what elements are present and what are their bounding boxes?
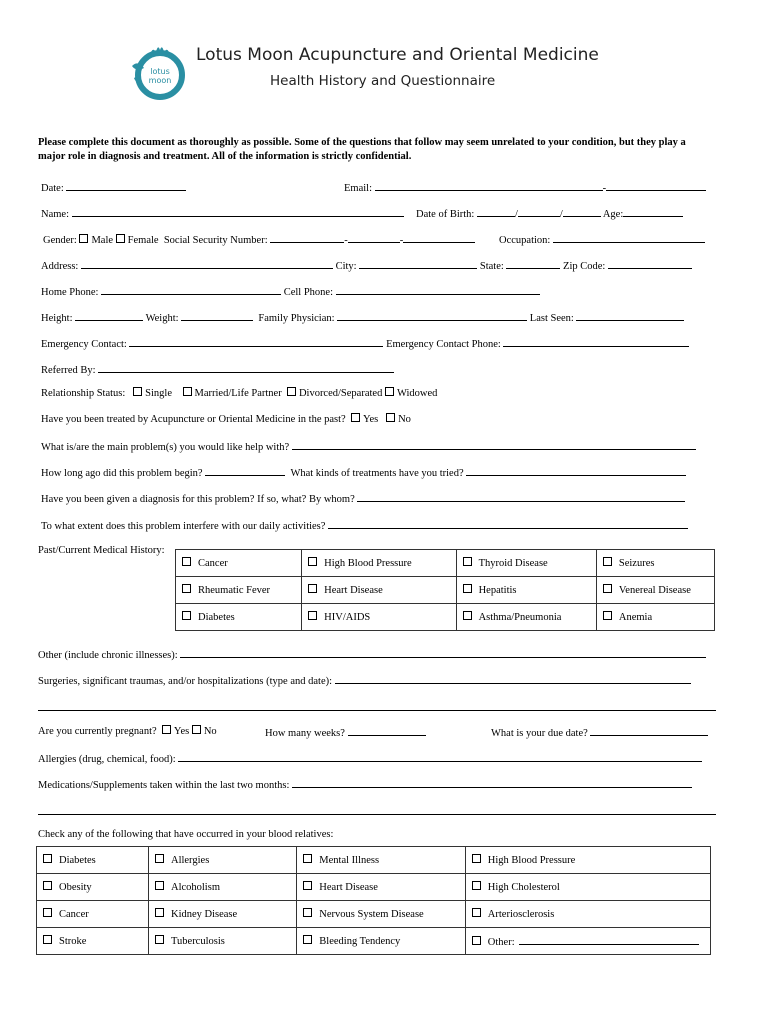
med-seizures-checkbox[interactable] [603,557,612,566]
how-many-weeks-field[interactable] [348,725,426,736]
emergency-phone-field[interactable] [503,336,689,347]
referred-by-field[interactable] [98,362,394,373]
diagnosis-label: Have you been given a diagnosis for this problem? If so, what? By whom? [41,494,355,505]
state-field[interactable] [506,258,560,269]
name-label: Name: [41,209,69,220]
past-history-label: Past/Current Medical History: [38,545,165,556]
how-many-weeks-label: How many weeks? [265,728,345,739]
allergies-row [38,751,702,766]
date-field[interactable] [66,180,186,191]
name-row [41,206,404,221]
med-diabetes-label: Diabetes [198,612,235,623]
cell-phone-field[interactable] [336,284,540,295]
surgeries-label: Surgeries, significant traumas, and/or hospitalizations (type and date): [38,676,333,687]
rel-cancer-label: Cancer [59,909,89,920]
rel-allergies-checkbox[interactable] [155,854,164,863]
rel-allergies-label: Allergies [170,855,210,866]
med-venereal-disease-checkbox[interactable] [603,584,612,593]
rel-arteriosclerosis-label: Arteriosclerosis [487,909,555,920]
email-field[interactable] [375,180,603,191]
widowed-label: Widowed [396,388,438,399]
emergency-contact-field[interactable] [129,336,383,347]
last-seen-label: Last Seen: [529,313,574,324]
email-domain-field[interactable] [606,180,706,191]
gender-label: Gender: [43,235,77,246]
home-phone-label: Home Phone: [41,287,99,298]
rel-bleeding-tendency-label: Bleeding Tendency [319,936,401,947]
male-label: Male [91,235,114,246]
rel-cell-high-blood-pressure [465,847,710,874]
last-seen-field[interactable] [576,310,684,321]
med-cancer-checkbox[interactable] [182,557,191,566]
med-cell-hiv-aids [302,604,456,631]
med-cell-seizures [596,550,714,577]
med-rheumatic-fever-label: Rheumatic Fever [198,585,271,596]
other-chronic-field[interactable] [180,647,706,658]
emergency-row [41,336,689,351]
clinic-title: Lotus Moon Acupuncture and Oriental Medicine [196,45,599,65]
dob-month-field[interactable] [477,206,515,217]
rel-cell-other [465,928,710,955]
med-cell-rheumatic-fever [176,577,302,604]
medications-extra-line[interactable] [38,814,716,815]
occupation-field[interactable] [553,232,705,243]
rel-bleeding-tendency-checkbox[interactable] [303,935,312,944]
pregnant-yes-checkbox[interactable] [162,725,171,734]
dob-year-field[interactable] [563,206,601,217]
weeks-row [265,725,426,740]
rel-cell-tuberculosis [148,928,296,955]
address-label: Address: [41,261,79,272]
divorced-label: Divorced/Separated [298,388,383,399]
zip-label: Zip Code: [563,261,606,272]
med-cell-high-blood-pressure [302,550,456,577]
ssn-field-1[interactable] [270,232,344,243]
married-checkbox[interactable] [183,387,192,396]
med-cell-asthma-pneumonia [456,604,596,631]
rel-other-field[interactable] [519,934,699,945]
relationship-row [41,387,437,400]
ssn-label: Social Security Number: [163,235,268,246]
med-high-blood-pressure-label: High Blood Pressure [324,558,412,569]
med-hiv-aids-label: HIV/AIDS [324,612,371,623]
phone-row [41,284,540,299]
age-label: Age: [602,209,624,220]
rel-obesity-label: Obesity [59,882,92,893]
emergency-contact-label: Emergency Contact: [41,339,127,350]
cell-phone-label: Cell Phone: [283,287,333,298]
pregnant-no-label: No [203,726,217,737]
med-cell-heart-disease [302,577,456,604]
date-label: Date: [41,183,64,194]
age-field[interactable] [623,206,683,217]
med-row [176,550,715,577]
rel-diabetes-label: Diabetes [59,855,96,866]
rel-cell-allergies [148,847,296,874]
rel-cell-obesity [37,874,149,901]
rel-cell-kidney-disease [148,901,296,928]
rel-tuberculosis-checkbox[interactable] [155,935,164,944]
referred-row [41,362,394,377]
physical-row [41,310,684,325]
medications-field[interactable] [292,777,692,788]
allergies-label: Allergies (drug, chemical, food): [38,754,176,765]
med-row [176,577,715,604]
rel-cell-alcoholism [148,874,296,901]
medical-history-table [175,549,715,631]
dob-slash-2: / [559,209,563,220]
other-chronic-label: Other (include chronic illnesses): [38,650,178,661]
med-hiv-aids-checkbox[interactable] [308,611,317,620]
treatments-tried-label: What kinds of treatments have you tried? [290,468,464,479]
med-asthma-pneumonia-checkbox[interactable] [463,611,472,620]
rel-cell-high-cholesterol [465,874,710,901]
city-label: City: [335,261,357,272]
treatments-tried-field[interactable] [466,465,686,476]
med-diabetes-checkbox[interactable] [182,611,191,620]
rel-cancer-checkbox[interactable] [43,908,52,917]
interfere-label: To what extent does this problem interfere with our daily activities? [41,521,326,532]
med-hepatitis-label: Hepatitis [478,585,517,596]
treated-before-label: Have you been treated by Acupuncture or Oriental Medicine in the past? [41,414,346,425]
email-dash: - [602,183,607,194]
ssn-dash-2: - [399,235,404,246]
treated-row [41,413,411,426]
due-date-label: What is your due date? [491,728,588,739]
logo-text-moon: moon [148,76,172,85]
lotus-logo-icon [128,42,192,100]
ssn-field-2[interactable] [348,232,400,243]
rel-cell-cancer [37,901,149,928]
diagnosis-row [41,491,685,506]
medications-row [38,777,692,792]
date-row [41,180,186,195]
address-row [41,258,692,273]
how-long-field[interactable] [205,465,285,476]
rel-kidney-disease-label: Kidney Disease [170,909,238,920]
ssn-dash-1: - [344,235,348,246]
med-cancer-label: Cancer [198,558,228,569]
diagnosis-field[interactable] [357,491,685,502]
rel-stroke-label: Stroke [59,936,87,947]
rel-kidney-disease-checkbox[interactable] [155,908,164,917]
med-cell-venereal-disease [596,577,714,604]
rel-diabetes-checkbox[interactable] [43,854,52,863]
logo [128,42,192,100]
med-anemia-label: Anemia [618,612,653,623]
female-checkbox[interactable] [116,234,125,243]
family-physician-field[interactable] [337,310,527,321]
name-field[interactable] [72,206,404,217]
surgeries-row [38,673,691,688]
med-rheumatic-fever-checkbox[interactable] [182,584,191,593]
rel-high-cholesterol-checkbox[interactable] [472,881,481,890]
single-checkbox[interactable] [133,387,142,396]
rel-other-checkbox[interactable] [472,936,481,945]
rel-row [37,874,711,901]
med-heart-disease-checkbox[interactable] [308,584,317,593]
pregnant-no-checkbox[interactable] [192,725,201,734]
rel-high-blood-pressure-label: High Blood Pressure [487,855,576,866]
how-long-label: How long ago did this problem begin? [41,468,203,479]
med-cell-anemia [596,604,714,631]
due-date-row [491,725,708,740]
med-asthma-pneumonia-label: Asthma/Pneumonia [478,612,562,623]
med-heart-disease-label: Heart Disease [324,585,383,596]
pregnant-yes-label: Yes [173,726,190,737]
married-label: Married/Life Partner [194,388,282,399]
rel-row [37,901,711,928]
rel-alcoholism-checkbox[interactable] [155,881,164,890]
surgeries-field[interactable] [335,673,691,684]
form-subtitle: Health History and Questionnaire [270,73,496,89]
gender-row [43,232,475,247]
rel-high-blood-pressure-checkbox[interactable] [472,854,481,863]
allergies-field[interactable] [178,751,702,762]
relatives-intro: Check any of the following that have occurred in your blood relatives: [38,829,334,840]
other-chronic-row [38,647,706,662]
med-anemia-checkbox[interactable] [603,611,612,620]
interfere-row [41,518,688,533]
home-phone-field[interactable] [101,284,281,295]
rel-cell-mental-illness [297,847,466,874]
how-long-row [41,465,686,480]
address-field[interactable] [81,258,333,269]
rel-cell-arteriosclerosis [465,901,710,928]
main-problem-label: What is/are the main problem(s) you would like help with? [41,442,290,453]
rel-mental-illness-label: Mental Illness [319,855,380,866]
family-physician-label: Family Physician: [258,313,335,324]
rel-other-label: Other: [487,937,515,948]
treated-no-label: No [398,414,411,425]
rel-cell-diabetes [37,847,149,874]
med-seizures-label: Seizures [618,558,655,569]
rel-heart-disease-label: Heart Disease [319,882,378,893]
state-label: State: [479,261,504,272]
medications-label: Medications/Supplements taken within the last two months: [38,780,290,791]
med-high-blood-pressure-checkbox[interactable] [308,557,317,566]
med-row [176,604,715,631]
occupation-label: Occupation: [499,235,551,246]
referred-by-label: Referred By: [41,365,96,376]
rel-cell-nervous-system-disease [297,901,466,928]
med-thyroid-disease-checkbox[interactable] [463,557,472,566]
treated-yes-label: Yes [362,414,379,425]
weight-label: Weight: [145,313,179,324]
divorced-checkbox[interactable] [287,387,296,396]
rel-nervous-system-disease-checkbox[interactable] [303,908,312,917]
rel-alcoholism-label: Alcoholism [170,882,220,893]
due-date-field[interactable] [590,725,708,736]
email-row [344,180,706,195]
main-problem-row [41,439,696,454]
rel-cell-bleeding-tendency [297,928,466,955]
email-label: Email: [344,183,372,194]
rel-row [37,928,711,955]
rel-high-cholesterol-label: High Cholesterol [487,882,560,893]
rel-mental-illness-checkbox[interactable] [303,854,312,863]
med-cell-cancer [176,550,302,577]
interfere-field[interactable] [328,518,688,529]
ssn-field-3[interactable] [403,232,475,243]
zip-field[interactable] [608,258,692,269]
dob-slash-1: / [514,209,518,220]
single-label: Single [145,388,173,399]
relatives-history-table [36,846,711,955]
rel-heart-disease-checkbox[interactable] [303,881,312,890]
med-thyroid-disease-label: Thyroid Disease [478,558,548,569]
rel-obesity-checkbox[interactable] [43,881,52,890]
dob-row [416,206,683,221]
med-cell-diabetes [176,604,302,631]
height-label: Height: [41,313,73,324]
rel-row [37,847,711,874]
city-field[interactable] [359,258,477,269]
dob-label: Date of Birth: [416,209,475,220]
height-field[interactable] [75,310,143,321]
med-hepatitis-checkbox[interactable] [463,584,472,593]
surgeries-extra-line[interactable] [38,710,716,711]
weight-field[interactable] [181,310,253,321]
rel-cell-heart-disease [297,874,466,901]
main-problem-field[interactable] [292,439,696,450]
male-checkbox[interactable] [79,234,88,243]
rel-stroke-checkbox[interactable] [43,935,52,944]
pregnant-row [38,725,217,738]
occupation-row [499,232,705,247]
med-venereal-disease-label: Venereal Disease [618,585,691,596]
rel-tuberculosis-label: Tuberculosis [170,936,225,947]
treated-yes-checkbox[interactable] [351,413,360,422]
intro-text: Please complete this document as thoroughly as possible. Some of the questions that follow may seem unrelated to your condition, but they play a major role in diagnosis and treatment. All of the information is strictly confidential. [38,137,686,162]
rel-nervous-system-disease-label: Nervous System Disease [319,909,424,920]
med-cell-hepatitis [456,577,596,604]
dob-day-field[interactable] [518,206,560,217]
relationship-status-label: Relationship Status: [41,388,126,399]
rel-arteriosclerosis-checkbox[interactable] [472,908,481,917]
widowed-checkbox[interactable] [385,387,394,396]
pregnant-label: Are you currently pregnant? [38,726,157,737]
emergency-phone-label: Emergency Contact Phone: [386,339,501,350]
rel-cell-stroke [37,928,149,955]
med-cell-thyroid-disease [456,550,596,577]
logo-text-lotus: lotus [150,67,170,76]
female-label: Female [127,235,159,246]
treated-no-checkbox[interactable] [386,413,395,422]
